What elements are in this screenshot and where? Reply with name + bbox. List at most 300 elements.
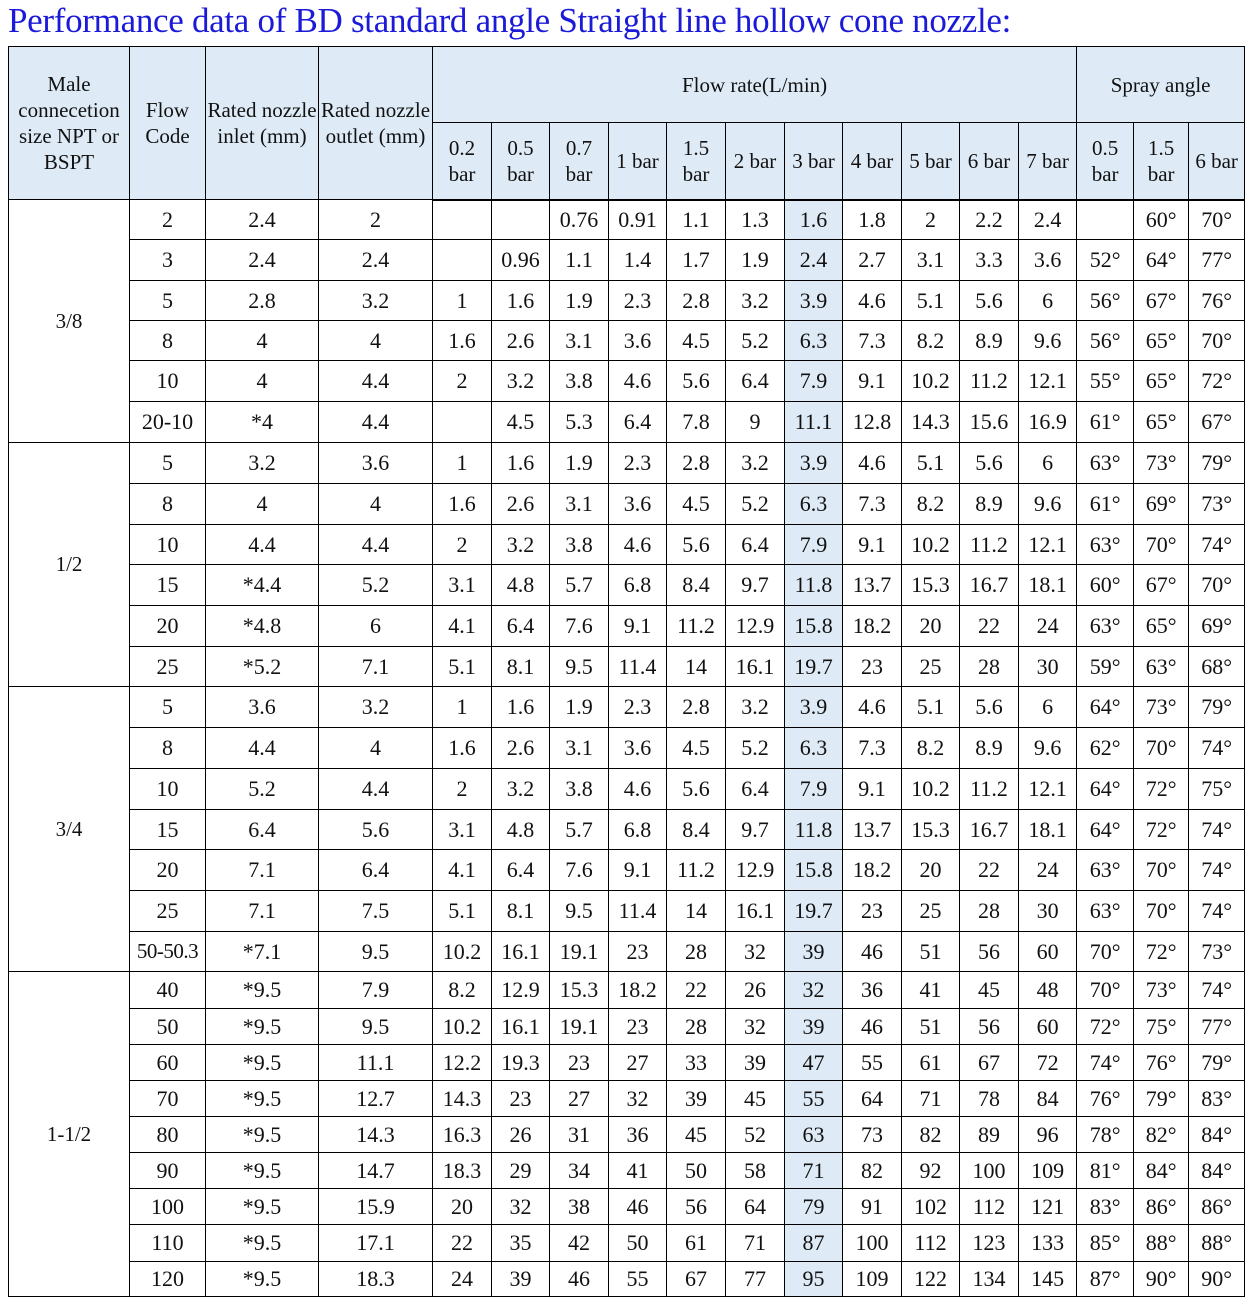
spray-angle-cell: 65° (1134, 402, 1189, 443)
flow-rate-cell: 55 (609, 1262, 667, 1297)
spray-angle-cell: 79° (1189, 1045, 1245, 1081)
flow-rate-cell: 3.1 (550, 321, 609, 361)
flow-rate-cell: 1.8 (843, 200, 902, 240)
spray-angle-cell: 77° (1189, 240, 1245, 281)
flow-rate-cell: 16.9 (1019, 402, 1077, 443)
flow-rate-cell: 3.2 (726, 443, 785, 484)
diameter-cell: 17.1 (319, 1225, 433, 1262)
flow-rate-cell: 6 (1019, 281, 1077, 321)
flow-rate-cell: 51 (902, 1009, 960, 1045)
flow-rate-cell: 23 (609, 932, 667, 972)
flow-rate-cell: 19.3 (492, 1045, 550, 1081)
header-rated-outlet: Rated nozzle outlet (mm) (319, 47, 433, 200)
flow-rate-cell: 11.4 (609, 647, 667, 687)
flow-rate-cell: 47 (785, 1045, 843, 1081)
flow-rate-cell: 3.1 (550, 484, 609, 525)
flow-rate-cell: 11.1 (785, 402, 843, 443)
flow-rate-cell: 23 (843, 647, 902, 687)
flow-rate-cell: 11.8 (785, 565, 843, 606)
flow-rate-cell: 12.1 (1019, 525, 1077, 565)
spray-angle-cell: 75° (1189, 769, 1245, 810)
flow-rate-cell: 18.2 (843, 606, 902, 647)
diameter-cell: 4.4 (319, 361, 433, 402)
diameter-cell: 18.3 (319, 1262, 433, 1297)
flow-rate-cell: 20 (902, 850, 960, 891)
spray-angle-cell: 52° (1077, 240, 1134, 281)
flow-rate-cell: 4.1 (433, 606, 492, 647)
header-connection-size: Male connecetion size NPT or BSPT (9, 47, 130, 200)
flow-code-cell: 15 (130, 565, 206, 606)
flow-rate-cell: 3.9 (785, 281, 843, 321)
flow-rate-cell: 9.6 (1019, 321, 1077, 361)
flow-rate-cell: 24 (1019, 606, 1077, 647)
flow-rate-cell: 9.1 (843, 769, 902, 810)
spray-angle-cell: 55° (1077, 361, 1134, 402)
flow-rate-cell: 3.8 (550, 361, 609, 402)
table-row (9, 891, 1245, 932)
header-flow-pressure: 0.5 bar (492, 123, 550, 200)
diameter-cell: 2.4 (206, 200, 319, 240)
diameter-cell: 9.5 (319, 932, 433, 972)
spray-angle-cell: 85° (1077, 1225, 1134, 1262)
diameter-cell: 7.1 (206, 850, 319, 891)
flow-code-cell: 70 (130, 1081, 206, 1117)
flow-rate-cell: 23 (843, 891, 902, 932)
flow-rate-cell: 30 (1019, 647, 1077, 687)
table-row (9, 240, 1245, 281)
diameter-cell: 4 (319, 321, 433, 361)
flow-rate-cell: 1.6 (492, 443, 550, 484)
diameter-cell: 14.7 (319, 1153, 433, 1189)
table-row (9, 402, 1245, 443)
flow-rate-cell: 1 (433, 443, 492, 484)
flow-rate-cell: 15.8 (785, 850, 843, 891)
flow-code-cell: 120 (130, 1262, 206, 1297)
flow-rate-cell: 109 (1019, 1153, 1077, 1189)
diameter-cell: 7.1 (319, 647, 433, 687)
flow-rate-cell: 32 (492, 1189, 550, 1225)
table-row (9, 810, 1245, 850)
flow-rate-cell: 4.5 (667, 321, 726, 361)
table-row (9, 1225, 1245, 1262)
flow-code-cell: 15 (130, 810, 206, 850)
header-flow-pressure: 7 bar (1019, 123, 1077, 200)
spray-angle-cell: 63° (1134, 647, 1189, 687)
flow-rate-cell: 2.8 (667, 281, 726, 321)
spray-angle-cell: 90° (1134, 1262, 1189, 1297)
flow-rate-cell: 4.8 (492, 565, 550, 606)
flow-rate-cell: 5.7 (550, 810, 609, 850)
flow-rate-cell: 16.3 (433, 1117, 492, 1153)
header-flow-pressure: 5 bar (902, 123, 960, 200)
flow-rate-cell: 15.3 (550, 972, 609, 1009)
diameter-cell: 7.5 (319, 891, 433, 932)
flow-rate-cell: 5.3 (550, 402, 609, 443)
flow-rate-cell: 12.1 (1019, 361, 1077, 402)
flow-rate-cell: 5.6 (960, 687, 1019, 728)
table-row (9, 525, 1245, 565)
flow-rate-cell: 4.5 (667, 484, 726, 525)
flow-code-cell: 40 (130, 972, 206, 1009)
flow-rate-cell: 11.2 (960, 769, 1019, 810)
diameter-cell: 4.4 (206, 728, 319, 769)
flow-rate-cell: 145 (1019, 1262, 1077, 1297)
flow-rate-cell: 2.6 (492, 728, 550, 769)
diameter-cell: 2.8 (206, 281, 319, 321)
flow-code-cell: 25 (130, 647, 206, 687)
flow-rate-cell: 5.6 (667, 361, 726, 402)
spray-angle-cell: 88° (1189, 1225, 1245, 1262)
spray-angle-cell: 63° (1077, 525, 1134, 565)
flow-rate-cell: 10.2 (433, 1009, 492, 1045)
spray-angle-cell: 84° (1134, 1153, 1189, 1189)
diameter-cell: 4.4 (319, 402, 433, 443)
flow-rate-cell: 46 (550, 1262, 609, 1297)
flow-rate-cell: 77 (726, 1262, 785, 1297)
flow-rate-cell: 13.7 (843, 810, 902, 850)
spray-angle-cell: 67° (1134, 565, 1189, 606)
flow-rate-cell: 12.1 (1019, 769, 1077, 810)
flow-rate-cell: 71 (902, 1081, 960, 1117)
flow-rate-cell: 8.1 (492, 891, 550, 932)
flow-rate-cell: 9.7 (726, 565, 785, 606)
flow-rate-cell: 4.6 (843, 443, 902, 484)
spray-angle-cell: 84° (1189, 1117, 1245, 1153)
flow-code-cell: 110 (130, 1225, 206, 1262)
flow-rate-cell: 1.1 (667, 200, 726, 240)
flow-rate-cell (433, 200, 492, 240)
flow-rate-cell: 46 (843, 1009, 902, 1045)
header-flow-pressure: 0.2 bar (433, 123, 492, 200)
table-row (9, 1081, 1245, 1117)
diameter-cell: 2.4 (206, 240, 319, 281)
connection-size-cell: 1-1/2 (9, 972, 130, 1297)
flow-rate-cell: 9.1 (609, 850, 667, 891)
flow-rate-cell: 2 (433, 525, 492, 565)
spray-angle-cell: 77° (1189, 1009, 1245, 1045)
flow-rate-cell: 13.7 (843, 565, 902, 606)
spray-angle-cell: 61° (1077, 484, 1134, 525)
flow-rate-cell: 23 (492, 1081, 550, 1117)
flow-rate-cell: 6.4 (609, 402, 667, 443)
flow-rate-cell: 55 (843, 1045, 902, 1081)
spray-angle-cell: 60° (1077, 565, 1134, 606)
spray-angle-cell: 74° (1189, 972, 1245, 1009)
diameter-cell: 9.5 (319, 1009, 433, 1045)
flow-rate-cell: 60 (1019, 932, 1077, 972)
flow-rate-cell: 1.9 (550, 687, 609, 728)
flow-rate-cell: 6.8 (609, 810, 667, 850)
flow-rate-cell: 87 (785, 1225, 843, 1262)
flow-code-cell: 10 (130, 361, 206, 402)
spray-angle-cell: 90° (1189, 1262, 1245, 1297)
header-flow-pressure: 1 bar (609, 123, 667, 200)
flow-rate-cell: 32 (785, 972, 843, 1009)
flow-rate-cell: 45 (960, 972, 1019, 1009)
flow-code-cell: 5 (130, 281, 206, 321)
spray-angle-cell: 70° (1189, 200, 1245, 240)
header-flow-pressure: 3 bar (785, 123, 843, 200)
spray-angle-cell: 56° (1077, 321, 1134, 361)
flow-rate-cell: 26 (726, 972, 785, 1009)
flow-rate-cell: 5.1 (902, 687, 960, 728)
flow-rate-cell: 82 (843, 1153, 902, 1189)
spray-angle-cell (1077, 200, 1134, 240)
diameter-cell: *9.5 (206, 1225, 319, 1262)
diameter-cell: *7.1 (206, 932, 319, 972)
flow-rate-cell: 12.8 (843, 402, 902, 443)
spray-angle-cell: 76° (1077, 1081, 1134, 1117)
flow-code-cell: 5 (130, 687, 206, 728)
flow-rate-cell: 2.3 (609, 443, 667, 484)
diameter-cell: 3.2 (319, 281, 433, 321)
spray-angle-cell: 73° (1134, 687, 1189, 728)
flow-rate-cell: 6.4 (492, 850, 550, 891)
flow-code-cell: 80 (130, 1117, 206, 1153)
table-row (9, 728, 1245, 769)
header-angle-pressure: 6 bar (1189, 123, 1245, 200)
flow-rate-cell: 5.1 (433, 647, 492, 687)
flow-rate-cell: 33 (667, 1045, 726, 1081)
flow-rate-cell: 1 (433, 281, 492, 321)
spray-angle-cell: 79° (1134, 1081, 1189, 1117)
spray-angle-cell: 83° (1077, 1189, 1134, 1225)
diameter-cell: 2.4 (319, 240, 433, 281)
flow-rate-cell: 15.3 (902, 565, 960, 606)
flow-rate-cell: 9.6 (1019, 728, 1077, 769)
flow-rate-cell: 1.6 (492, 281, 550, 321)
table-row (9, 850, 1245, 891)
flow-rate-cell: 3.2 (726, 281, 785, 321)
flow-rate-cell: 6 (1019, 443, 1077, 484)
flow-rate-cell: 96 (1019, 1117, 1077, 1153)
flow-rate-cell: 63 (785, 1117, 843, 1153)
flow-rate-cell: 16.1 (726, 647, 785, 687)
flow-rate-cell: 12.2 (433, 1045, 492, 1081)
table-row (9, 361, 1245, 402)
flow-rate-cell: 109 (843, 1262, 902, 1297)
spray-angle-cell: 75° (1134, 1009, 1189, 1045)
flow-rate-cell: 48 (1019, 972, 1077, 1009)
flow-rate-cell: 1.3 (726, 200, 785, 240)
flow-code-cell: 5 (130, 443, 206, 484)
flow-rate-cell: 34 (550, 1153, 609, 1189)
flow-rate-cell: 5.6 (667, 525, 726, 565)
flow-rate-cell: 56 (960, 1009, 1019, 1045)
flow-rate-cell: 22 (960, 850, 1019, 891)
spray-angle-cell: 64° (1077, 810, 1134, 850)
flow-rate-cell: 73 (843, 1117, 902, 1153)
flow-rate-cell: 1.6 (785, 200, 843, 240)
table-row (9, 1189, 1245, 1225)
flow-rate-cell: 4.6 (609, 769, 667, 810)
flow-rate-cell: 5.7 (550, 565, 609, 606)
flow-rate-cell: 39 (726, 1045, 785, 1081)
spray-angle-cell: 74° (1189, 525, 1245, 565)
flow-rate-cell: 3.2 (492, 525, 550, 565)
table-row (9, 687, 1245, 728)
spray-angle-cell: 72° (1134, 769, 1189, 810)
diameter-cell: 4 (319, 484, 433, 525)
flow-rate-cell: 19.1 (550, 1009, 609, 1045)
header-rated-inlet: Rated nozzle inlet (mm) (206, 47, 319, 200)
flow-rate-cell: 27 (609, 1045, 667, 1081)
flow-rate-cell: 82 (902, 1117, 960, 1153)
table-row (9, 281, 1245, 321)
table-row (9, 1262, 1245, 1297)
connection-size-cell: 3/8 (9, 200, 130, 443)
flow-rate-cell: 58 (726, 1153, 785, 1189)
flow-rate-cell: 1.6 (433, 484, 492, 525)
diameter-cell: *9.5 (206, 1009, 319, 1045)
spray-angle-cell: 76° (1134, 1045, 1189, 1081)
flow-rate-cell: 0.96 (492, 240, 550, 281)
diameter-cell: *9.5 (206, 1153, 319, 1189)
table-row (9, 1009, 1245, 1045)
diameter-cell: 6.4 (206, 810, 319, 850)
table-row (9, 1153, 1245, 1189)
flow-rate-cell: 56 (667, 1189, 726, 1225)
flow-rate-cell: 7.8 (667, 402, 726, 443)
flow-rate-cell: 4.6 (609, 525, 667, 565)
flow-rate-cell: 6.8 (609, 565, 667, 606)
flow-rate-cell: 18.2 (609, 972, 667, 1009)
flow-rate-cell: 2.6 (492, 321, 550, 361)
flow-rate-cell: 8.4 (667, 810, 726, 850)
diameter-cell: 12.7 (319, 1081, 433, 1117)
diameter-cell: 4.4 (319, 525, 433, 565)
flow-rate-cell: 71 (785, 1153, 843, 1189)
flow-rate-cell: 92 (902, 1153, 960, 1189)
flow-rate-cell: 91 (843, 1189, 902, 1225)
flow-rate-cell: 16.1 (726, 891, 785, 932)
flow-rate-cell: 7.3 (843, 321, 902, 361)
flow-rate-cell: 121 (1019, 1189, 1077, 1225)
flow-rate-cell: 8.9 (960, 321, 1019, 361)
flow-rate-cell: 18.1 (1019, 810, 1077, 850)
flow-rate-cell: 5.1 (433, 891, 492, 932)
diameter-cell: 3.6 (319, 443, 433, 484)
spray-angle-cell: 70° (1134, 850, 1189, 891)
spray-angle-cell: 65° (1134, 321, 1189, 361)
flow-rate-cell: 6.4 (726, 769, 785, 810)
flow-rate-cell: 10.2 (902, 361, 960, 402)
flow-rate-cell: 3.3 (960, 240, 1019, 281)
spray-angle-cell: 72° (1134, 810, 1189, 850)
spray-angle-cell: 72° (1077, 1009, 1134, 1045)
flow-rate-cell: 39 (492, 1262, 550, 1297)
flow-rate-cell: 3.6 (609, 728, 667, 769)
flow-rate-cell: 1.9 (550, 443, 609, 484)
spray-angle-cell: 63° (1077, 850, 1134, 891)
diameter-cell: 5.6 (319, 810, 433, 850)
flow-rate-cell: 78 (960, 1081, 1019, 1117)
header-flow-rate: Flow rate(L/min) (433, 47, 1077, 123)
flow-rate-cell: 32 (726, 932, 785, 972)
flow-rate-cell: 19.1 (550, 932, 609, 972)
spray-angle-cell: 76° (1189, 281, 1245, 321)
flow-rate-cell: 3.2 (492, 361, 550, 402)
diameter-cell: 5.2 (206, 769, 319, 810)
flow-rate-cell: 112 (902, 1225, 960, 1262)
flow-rate-cell: 22 (667, 972, 726, 1009)
spray-angle-cell: 62° (1077, 728, 1134, 769)
flow-rate-cell: 31 (550, 1117, 609, 1153)
flow-rate-cell: 22 (960, 606, 1019, 647)
spray-angle-cell: 65° (1134, 606, 1189, 647)
flow-rate-cell: 35 (492, 1225, 550, 1262)
flow-rate-cell: 19.7 (785, 891, 843, 932)
flow-rate-cell: 46 (609, 1189, 667, 1225)
diameter-cell: 3.6 (206, 687, 319, 728)
flow-rate-cell: 8.4 (667, 565, 726, 606)
flow-rate-cell: 6.3 (785, 728, 843, 769)
flow-rate-cell: 60 (1019, 1009, 1077, 1045)
spray-angle-cell: 83° (1189, 1081, 1245, 1117)
flow-rate-cell: 12.9 (726, 606, 785, 647)
flow-rate-cell: 79 (785, 1189, 843, 1225)
flow-rate-cell: 2.2 (960, 200, 1019, 240)
flow-rate-cell: 39 (785, 932, 843, 972)
flow-rate-cell: 7.9 (785, 525, 843, 565)
spray-angle-cell: 70° (1134, 728, 1189, 769)
flow-rate-cell: 4.1 (433, 850, 492, 891)
flow-rate-cell: 8.2 (902, 484, 960, 525)
flow-rate-cell: 11.2 (960, 361, 1019, 402)
flow-rate-cell: 2.7 (843, 240, 902, 281)
flow-rate-cell: 9.5 (550, 891, 609, 932)
flow-rate-cell: 52 (726, 1117, 785, 1153)
flow-rate-cell (492, 200, 550, 240)
spray-angle-cell: 61° (1077, 402, 1134, 443)
diameter-cell: *4.8 (206, 606, 319, 647)
spray-angle-cell: 78° (1077, 1117, 1134, 1153)
flow-rate-cell: 122 (902, 1262, 960, 1297)
flow-rate-cell: 3.2 (726, 687, 785, 728)
flow-code-cell: 10 (130, 769, 206, 810)
flow-rate-cell: 4.8 (492, 810, 550, 850)
spray-angle-cell: 72° (1189, 361, 1245, 402)
connection-size-cell: 3/4 (9, 687, 130, 972)
flow-rate-cell: 3.1 (550, 728, 609, 769)
diameter-cell: *9.5 (206, 972, 319, 1009)
flow-rate-cell: 8.2 (902, 321, 960, 361)
header-flow-code: Flow Code (130, 47, 206, 200)
header-angle-pressure: 0.5 bar (1077, 123, 1134, 200)
flow-rate-cell: 6.4 (726, 361, 785, 402)
spray-angle-cell: 73° (1189, 932, 1245, 972)
flow-code-cell: 10 (130, 525, 206, 565)
flow-rate-cell: 30 (1019, 891, 1077, 932)
header-flow-pressure: 0.7 bar (550, 123, 609, 200)
flow-rate-cell: 1.6 (433, 321, 492, 361)
spray-angle-cell: 82° (1134, 1117, 1189, 1153)
spray-angle-cell: 73° (1134, 443, 1189, 484)
flow-rate-cell: 61 (667, 1225, 726, 1262)
diameter-cell: *9.5 (206, 1262, 319, 1297)
flow-rate-cell: 64 (843, 1081, 902, 1117)
flow-rate-cell: 71 (726, 1225, 785, 1262)
spray-angle-cell: 56° (1077, 281, 1134, 321)
flow-rate-cell: 2.4 (785, 240, 843, 281)
flow-code-cell: 20-10 (130, 402, 206, 443)
spray-angle-cell: 67° (1134, 281, 1189, 321)
flow-rate-cell: 41 (609, 1153, 667, 1189)
flow-code-cell: 25 (130, 891, 206, 932)
flow-code-cell: 100 (130, 1189, 206, 1225)
table-row (9, 972, 1245, 1009)
flow-rate-cell: 7.6 (550, 606, 609, 647)
